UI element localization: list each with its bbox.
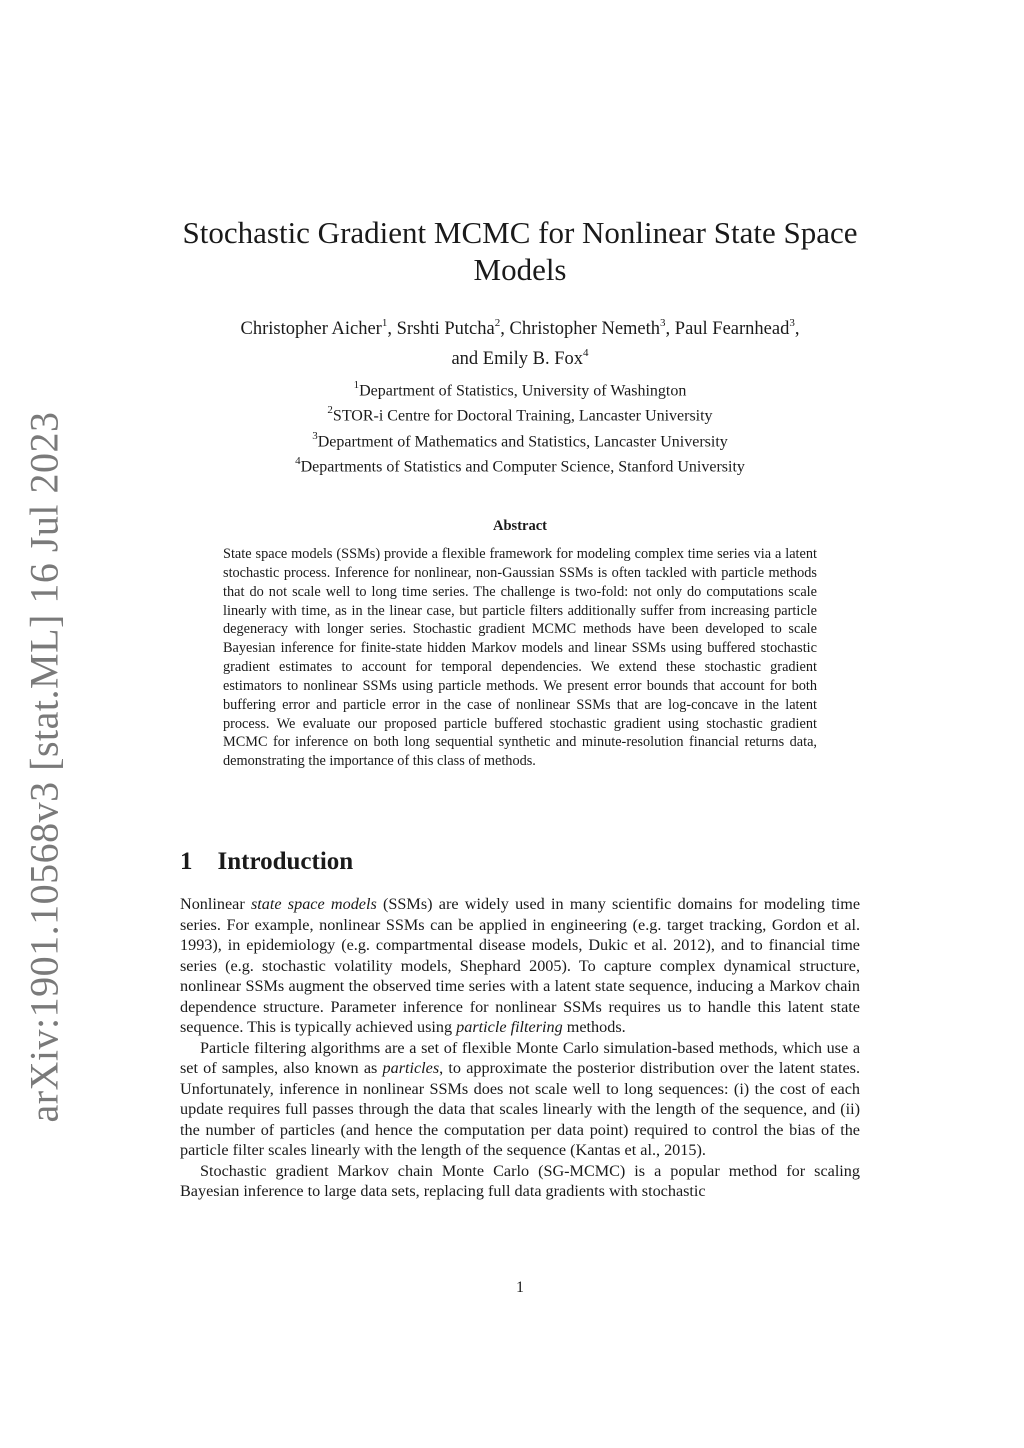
author-list	[150, 312, 890, 372]
abstract-heading: Abstract	[493, 518, 547, 534]
affiliation-text: Department of Mathematics and Statistics, Lancaster University	[317, 432, 728, 450]
paragraph-text: (SSMs) are widely used in many scientific domains for modeling time series. For example, nonlinear SSMs can be applied in engineering (e.g. target tracking, Gordon et al. 1993), in epidemiology (e.g. compartmental disease models, Dukic et al. 2012), and to financial time series (e.g. stochastic volatility models, Shephard 2005). To capture complex dynamical structure, nonlinear SSMs augment the observed time series with a latent state sequence, inducing a Markov chain dependence structure. Parameter inference for nonlinear SSMs requires us to handle this latent state sequence. This is typically achieved using	[180, 895, 861, 1036]
affiliation-mark: 1	[353, 379, 360, 391]
author-name: Christopher Aicher	[240, 319, 382, 340]
section-heading	[180, 848, 353, 876]
author-separator: ,	[387, 319, 397, 340]
arxiv-identifier-text: arXiv:1901.10568v3 [stat.ML] 16 Jul 2023	[21, 411, 67, 1123]
author-name: Srshti Putcha	[396, 319, 495, 340]
affiliation-line	[160, 376, 880, 401]
paragraph-text: methods.	[562, 1018, 626, 1036]
author-separator: and	[451, 349, 483, 370]
author-name: Paul Fearnhead	[674, 319, 790, 340]
affiliation-list	[160, 376, 880, 477]
author-name: Christopher Nemeth	[509, 319, 661, 340]
author-affiliation-mark: 3	[660, 317, 666, 329]
affiliation-mark: 2	[327, 404, 333, 417]
author-separator: ,	[500, 319, 510, 340]
page-number: 1	[516, 1279, 524, 1296]
paragraph-text: Stochastic gradient Markov chain Monte Carlo (SG-MCMC) is a popular method for scaling Bayesian inference to large data sets, replacing full data gradients with stochastic	[180, 1161, 860, 1200]
affiliation-text: Department of Statistics, University of Washington	[359, 382, 687, 400]
affiliation-mark: 4	[295, 454, 301, 467]
affiliation-line	[160, 427, 880, 452]
body-paragraph	[180, 1038, 860, 1161]
abstract-text: State space models (SSMs) provide a flexible framework for modeling complex time series via a latent stochastic process. Inference for nonlinear, non-Gaussian SSMs is often tackled with particle methods that do not scale well to long time series. The challenge is two-fold: not only do computations scale linearly with time, as in the linear case, but particle filters additionally suffer from increasing particle degeneracy with longer series. Stochastic gradient MCMC methods have been developed to scale Bayesian inference for finite-state hidden Markov models and linear SSMs using buffered stochastic gradient estimates to account for temporal dependencies. We extend these stochastic gradient estimators to nonlinear SSMs using particle methods. We present error bounds that account for both buffering error and particle error in the case of nonlinear SSMs that are log-concave in the latent process. We evaluate our proposed particle buffered stochastic gradient using stochastic gradient MCMC for inference on both long sequential synthetic and minute-resolution financial returns data, demonstrating the importance of this class of methods.	[223, 546, 817, 770]
emphasized-term: particles	[382, 1059, 440, 1077]
author-separator: ,	[665, 319, 675, 340]
section-title: Introduction	[217, 848, 354, 875]
author-affiliation-mark: 1	[381, 317, 388, 329]
author-separator: ,	[794, 319, 800, 340]
introduction-body	[180, 894, 860, 1202]
paper-title: Stochastic Gradient MCMC for Nonlinear State Space Models	[182, 215, 858, 287]
paragraph-text: , to approximate the posterior distribution over the latent states. Unfortunately, inference in nonlinear SSMs does not scale well to long sequences: (i) the cost of each update requires full passes through the data that scales linearly with the length of the sequence, and (ii) the number of particles (and hence the computation per data point) required to control the bias of the particle filter scales linearly with the length of the sequence (Kantas et al., 2015).	[180, 1059, 861, 1159]
author-affiliation-mark: 3	[789, 317, 795, 329]
emphasized-term: state space models	[250, 895, 377, 913]
body-paragraph	[180, 894, 860, 1038]
affiliation-mark: 3	[312, 429, 318, 442]
author-name: Emily B. Fox	[482, 349, 584, 370]
section-number: 1	[180, 848, 193, 875]
affiliation-line	[160, 401, 880, 426]
body-paragraph	[180, 1161, 860, 1202]
author-affiliation-mark: 2	[494, 317, 501, 329]
affiliation-line	[160, 452, 880, 477]
paragraph-text: Particle filtering algorithms are a set of flexible Monte Carlo simulation-based methods, which use a set of samples, also known as	[180, 1038, 860, 1077]
paragraph-text: Nonlinear	[180, 895, 251, 913]
author-affiliation-mark: 4	[583, 347, 589, 360]
affiliation-text: STOR-i Centre for Doctoral Training, Lancaster University	[332, 407, 713, 425]
affiliation-text: Departments of Statistics and Computer Science, Stanford University	[300, 458, 745, 476]
emphasized-term: particle filtering	[456, 1018, 563, 1036]
